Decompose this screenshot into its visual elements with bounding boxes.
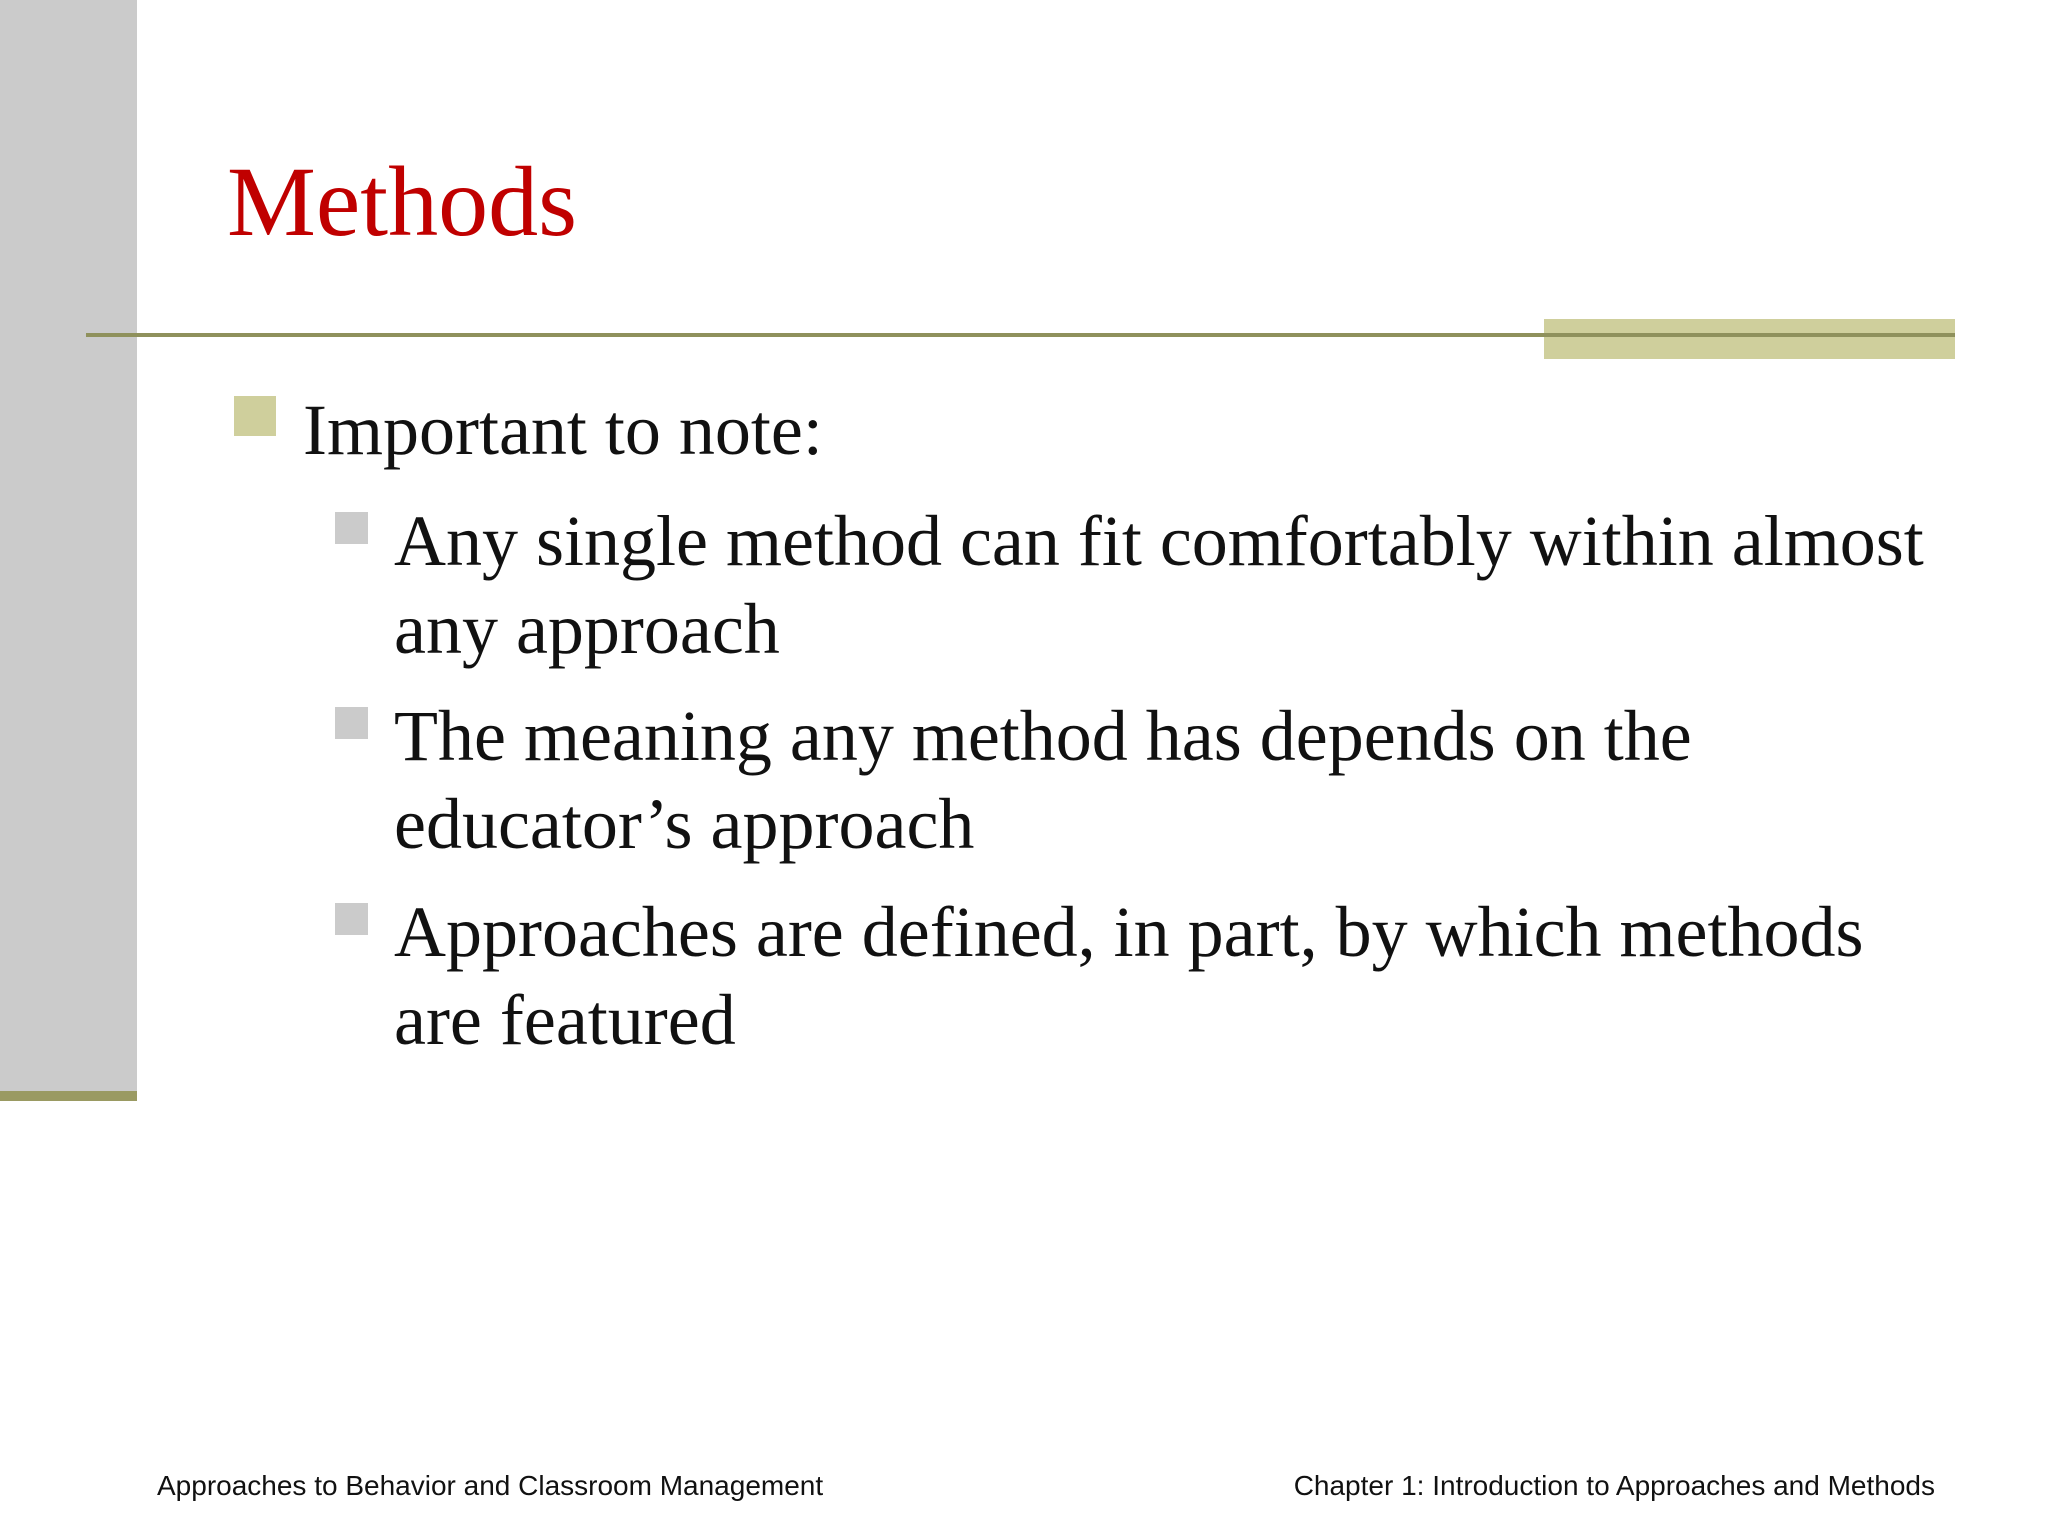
left-sidebar-bar <box>0 0 137 1091</box>
left-sidebar-accent <box>0 1091 137 1101</box>
footer-chapter-title: Chapter 1: Introduction to Approaches and Methods <box>1293 1470 1935 1501</box>
footer-course-title: Approaches to Behavior and Classroom Management <box>157 1470 824 1501</box>
title-divider-block <box>1544 319 1955 359</box>
sub-bullet-text: The meaning any method has depends on the educator’s approach <box>394 696 1692 864</box>
bullet-square-icon <box>234 396 276 436</box>
sub-bullet-text: Approaches are defined, in part, by which methods are featured <box>394 892 1864 1060</box>
bullet-text: Important to note: <box>303 390 823 470</box>
title-divider-block-line <box>1544 333 1955 337</box>
slide-title: Methods <box>227 146 577 257</box>
sub-bullet-square-icon <box>335 512 368 544</box>
sub-bullet-square-icon <box>335 707 368 739</box>
sub-bullet-square-icon <box>335 903 368 935</box>
sub-bullet-text: Any single method can fit comfortably within almost any approach <box>394 501 1924 669</box>
